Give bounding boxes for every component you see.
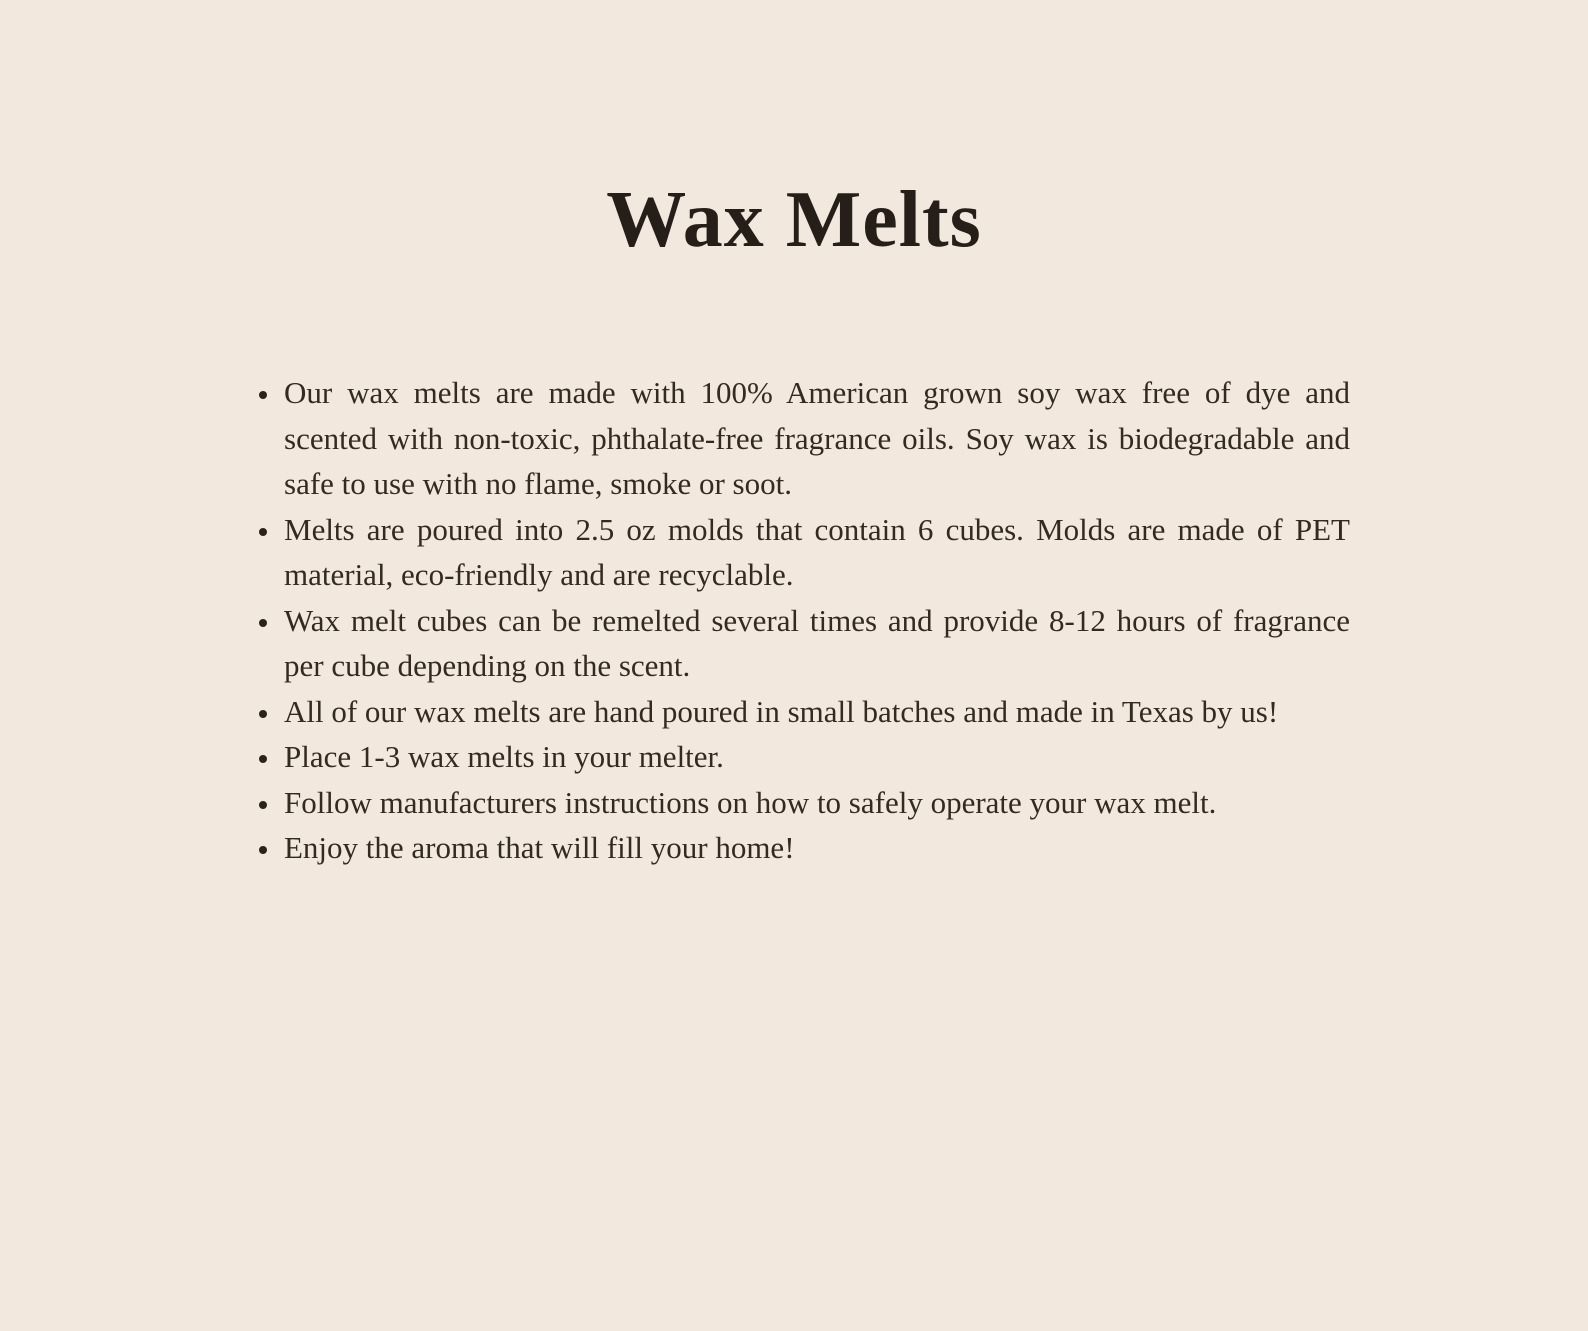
list-item: • Wax melt cubes can be remelted several times and provide 8-12 hours of fragrance per cube depending on the scent. — [282, 598, 1350, 689]
page-title: Wax Melts — [606, 176, 982, 264]
list-item: • Melts are poured into 2.5 oz molds that contain 6 cubes. Molds are made of PET material, eco-friendly and are recyclable. — [282, 507, 1350, 598]
list-item: • Place 1-3 wax melts in your melter. — [282, 734, 1350, 780]
list-item: • Our wax melts are made with 100% American grown soy wax free of dye and scented with non-toxic, phthalate-free fragrance oils. Soy wax is biodegradable and safe to use with no flame, smoke or soot. — [282, 370, 1350, 507]
list-item: • Follow manufacturers instructions on how to safely operate your wax melt. — [282, 780, 1350, 826]
list-item: • Enjoy the aroma that will fill your home! — [282, 825, 1350, 871]
info-bullet-list — [252, 370, 1350, 871]
list-item: • All of our wax melts are hand poured in small batches and made in Texas by us! — [282, 689, 1350, 735]
